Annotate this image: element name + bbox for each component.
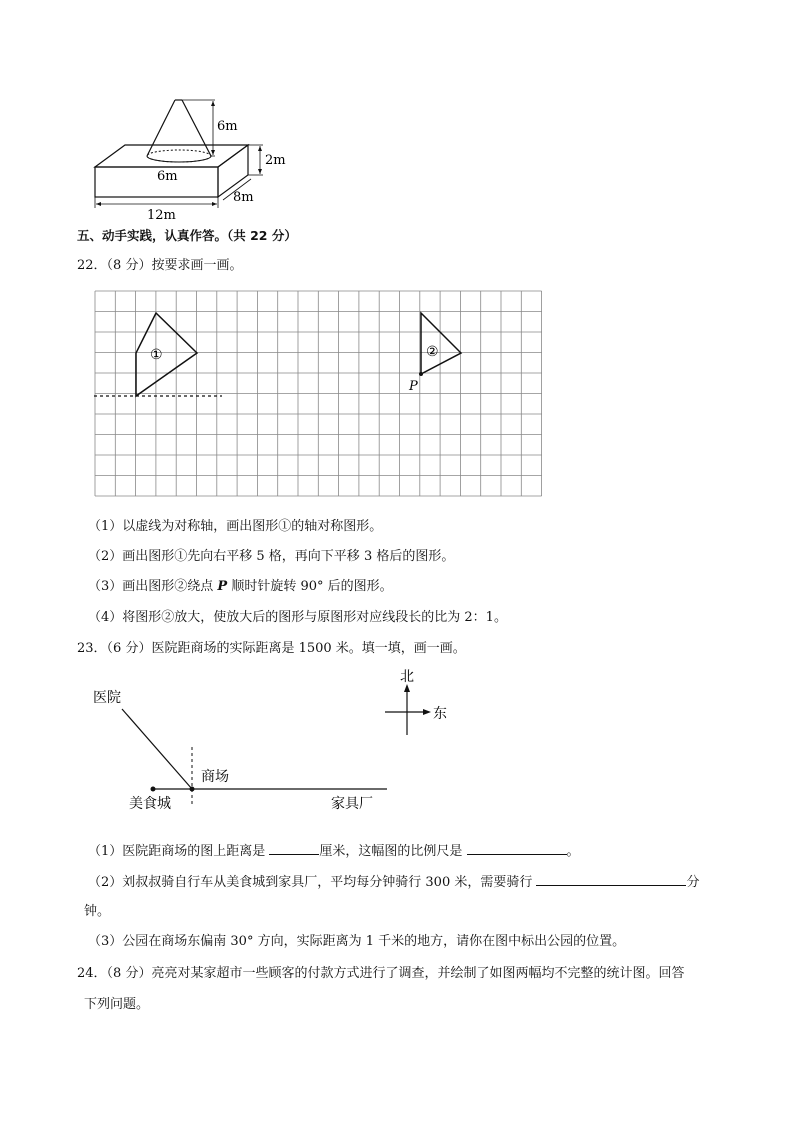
point-p-label: P (409, 379, 418, 394)
cone-height-label: 6m (217, 119, 238, 134)
q22-item-2: （2）画出图形①先向右平移 5 格，再向下平移 3 格后的图形。 (88, 549, 455, 564)
q24-line-1: 24．（8 分）亮亮对某家超市一些顾客的付款方式进行了调查，并绘制了如图两幅均不完整的统计图。回答 (77, 966, 685, 981)
length-label: 12m (147, 208, 176, 223)
compass-north-label: 北 (400, 669, 414, 685)
base-diameter-label: 6m (157, 169, 178, 184)
food-city-point (151, 787, 156, 792)
hospital-mall-line (122, 709, 192, 789)
square-grid (95, 291, 542, 496)
answer-blank-scale[interactable] (467, 842, 567, 855)
q23-item-3: （3）公园在商场东偏南 30° 方向，实际距离为 1 千米的地方，请你在图中标出公园的位置。 (88, 934, 626, 949)
mall-label: 商场 (201, 769, 229, 785)
furniture-label: 家具厂 (331, 796, 373, 812)
food-city-label: 美食城 (129, 796, 171, 812)
shape-2-label: ② (426, 344, 439, 360)
section-5-title: 五、动手实践，认真作答。（共 22 分） (77, 228, 297, 243)
q22-item-4: （4）将图形②放大，使放大后的图形与原图形对应线段长的比为 2：1。 (88, 610, 507, 625)
point-p (419, 372, 423, 376)
compass-east-label: 东 (433, 706, 447, 722)
answer-blank-map-distance[interactable] (269, 842, 319, 855)
q23-header: 23．（6 分）医院距商场的实际距离是 1500 米。填一填，画一画。 (77, 641, 466, 656)
q23-item-2: （2）刘叔叔骑自行车从美食城到家具厂，平均每分钟骑行 300 米，需要骑行 分 (88, 875, 700, 890)
hospital-label: 医院 (93, 690, 121, 706)
width-label: 8m (233, 190, 254, 205)
q23-item-1: （1）医院距商场的图上距离是 厘米，这幅图的比例尺是 。 (88, 844, 580, 859)
q22-header: 22．（8 分）按要求画一画。 (77, 258, 243, 273)
q23-map-figure (85, 665, 505, 815)
shape-1-label: ① (150, 347, 163, 363)
q22-grid-figure (90, 288, 550, 506)
shape-1 (136, 313, 197, 396)
q22-item-3: （3）画出图形②绕点 P 顺时针旋转 90° 后的图形。 (88, 579, 393, 594)
block-height-label: 2m (265, 153, 286, 168)
cone-side-right (182, 100, 211, 156)
q23-item-2-cont: 钟。 (84, 904, 111, 919)
mall-point (190, 787, 195, 792)
q22-item-1: （1）以虚线为对称轴，画出图形①的轴对称图形。 (88, 519, 383, 534)
cone-side-left (147, 100, 175, 156)
cone-on-cuboid-figure (85, 92, 315, 224)
answer-blank-minutes[interactable] (536, 873, 686, 886)
q24-line-2: 下列问题。 (84, 997, 150, 1012)
